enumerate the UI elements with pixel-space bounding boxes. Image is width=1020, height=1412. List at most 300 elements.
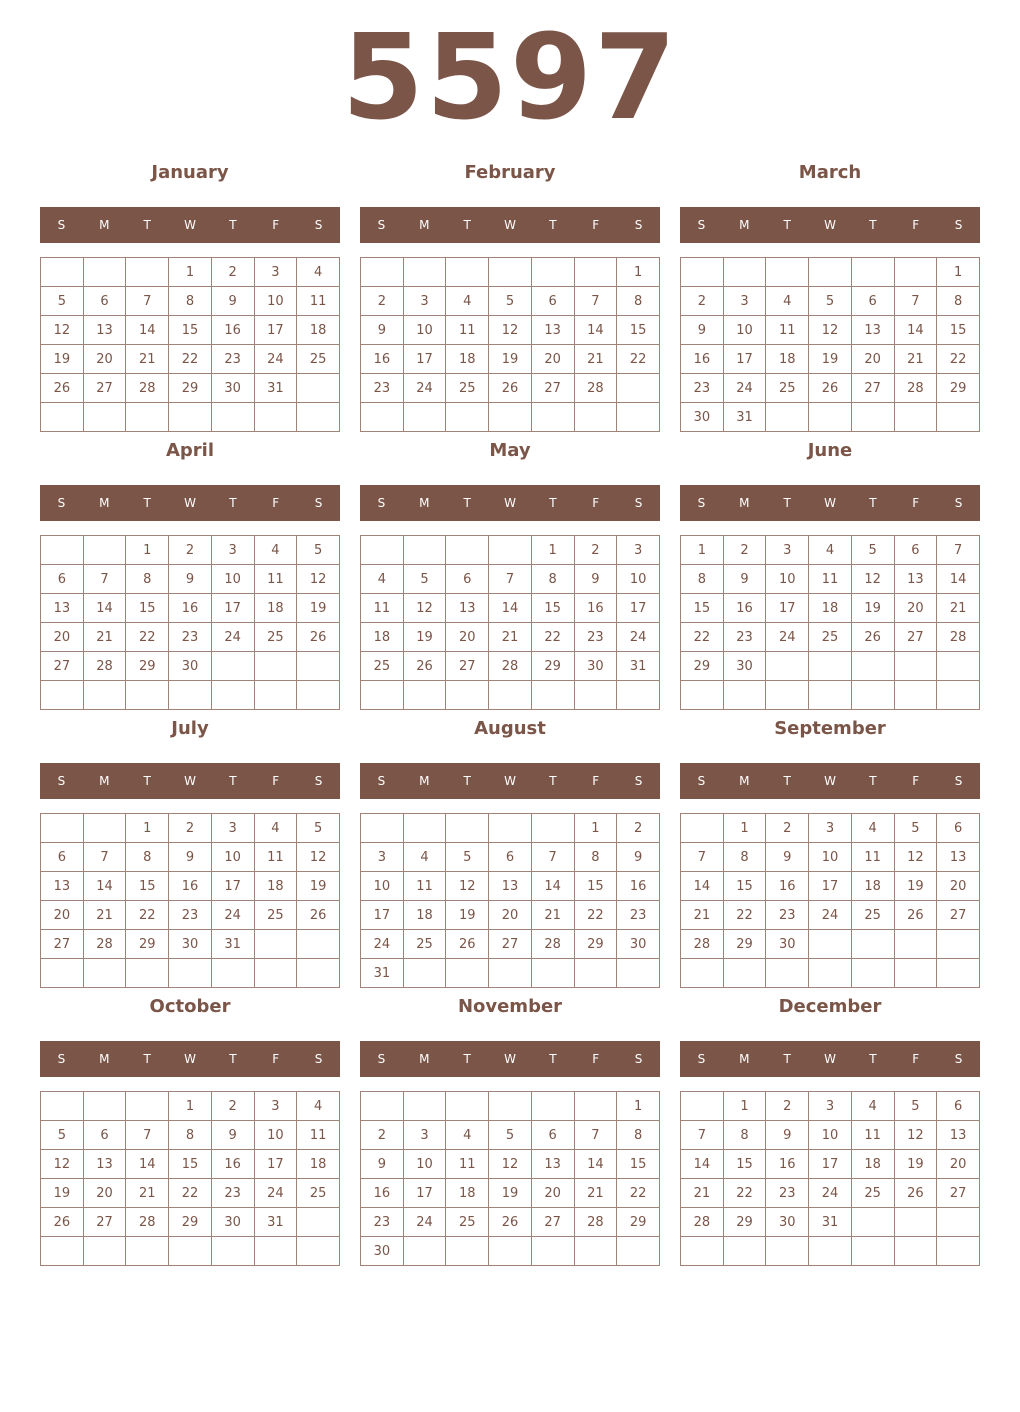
- weekday-label: S: [697, 1052, 706, 1066]
- day-cell: 30: [617, 930, 660, 959]
- day-cell: 29: [617, 1208, 660, 1237]
- weekday-label: S: [314, 496, 323, 510]
- day-cell: [254, 403, 297, 432]
- day-cell: 9: [361, 1150, 404, 1179]
- day-cell: 15: [126, 594, 169, 623]
- day-cell: 12: [41, 1150, 84, 1179]
- day-cell: 20: [937, 1150, 980, 1179]
- day-cell: 5: [489, 287, 532, 316]
- weekday-label: F: [592, 218, 600, 232]
- day-cell: [446, 536, 489, 565]
- weekday-header-row: [360, 207, 660, 243]
- day-cell: [766, 959, 809, 988]
- day-cell: 21: [681, 901, 724, 930]
- day-cell: 27: [83, 374, 126, 403]
- day-cell: 9: [211, 287, 254, 316]
- day-cell: [211, 681, 254, 710]
- day-cell: 7: [126, 287, 169, 316]
- day-cell: 15: [723, 1150, 766, 1179]
- day-cell: 6: [937, 814, 980, 843]
- day-cell: [531, 258, 574, 287]
- day-cell: 13: [83, 1150, 126, 1179]
- day-cell: [851, 652, 894, 681]
- day-cell: 7: [894, 287, 937, 316]
- day-cell: 25: [297, 345, 340, 374]
- day-cell: 30: [766, 930, 809, 959]
- day-cell: 11: [403, 872, 446, 901]
- day-cell: 20: [446, 623, 489, 652]
- day-cell: 24: [403, 374, 446, 403]
- day-cell: 8: [126, 565, 169, 594]
- month-name: September: [774, 718, 886, 739]
- weekday-header-row: [40, 1041, 340, 1077]
- day-cell: 28: [531, 930, 574, 959]
- day-cell: [446, 1092, 489, 1121]
- day-cell: 25: [254, 901, 297, 930]
- day-cell: 21: [126, 1179, 169, 1208]
- day-cell: 22: [531, 623, 574, 652]
- day-cell: 10: [211, 843, 254, 872]
- day-cell: 12: [403, 594, 446, 623]
- day-cell: 18: [297, 1150, 340, 1179]
- day-grid: [680, 813, 980, 988]
- day-cell: 31: [809, 1208, 852, 1237]
- day-cell: [851, 258, 894, 287]
- day-cell: [489, 1092, 532, 1121]
- day-cell: [254, 930, 297, 959]
- day-cell: 5: [894, 1092, 937, 1121]
- weekday-header-row: [360, 485, 660, 521]
- day-cell: [169, 403, 212, 432]
- day-cell: 22: [126, 901, 169, 930]
- day-cell: 10: [809, 1121, 852, 1150]
- day-cell: 11: [851, 1121, 894, 1150]
- week-row: [681, 287, 980, 316]
- weekday-label: T: [229, 218, 237, 232]
- day-cell: 27: [41, 652, 84, 681]
- week-row: [41, 258, 340, 287]
- day-cell: 25: [446, 1208, 489, 1237]
- day-cell: [297, 681, 340, 710]
- day-cell: [297, 959, 340, 988]
- day-cell: 15: [617, 1150, 660, 1179]
- month-name: June: [807, 440, 853, 461]
- day-cell: 21: [937, 594, 980, 623]
- day-cell: [126, 1237, 169, 1266]
- weekday-label: W: [504, 496, 516, 510]
- week-row: [361, 681, 660, 710]
- day-cell: [211, 652, 254, 681]
- day-cell: [894, 258, 937, 287]
- day-cell: 20: [851, 345, 894, 374]
- weekday-label: T: [143, 218, 151, 232]
- week-row: [41, 1121, 340, 1150]
- day-cell: [254, 652, 297, 681]
- day-cell: 7: [489, 565, 532, 594]
- day-cell: 17: [361, 901, 404, 930]
- day-cell: 2: [617, 814, 660, 843]
- day-cell: [809, 258, 852, 287]
- day-cell: [723, 1237, 766, 1266]
- day-cell: 19: [403, 623, 446, 652]
- day-cell: 19: [809, 345, 852, 374]
- day-cell: 13: [937, 1121, 980, 1150]
- day-cell: [361, 536, 404, 565]
- day-cell: 21: [83, 901, 126, 930]
- day-cell: 11: [766, 316, 809, 345]
- day-cell: [937, 930, 980, 959]
- day-cell: [937, 1208, 980, 1237]
- day-cell: [403, 681, 446, 710]
- day-cell: 1: [126, 814, 169, 843]
- week-row: [41, 930, 340, 959]
- day-cell: 16: [211, 1150, 254, 1179]
- day-cell: 18: [851, 1150, 894, 1179]
- day-cell: 6: [446, 565, 489, 594]
- day-cell: 17: [211, 594, 254, 623]
- day-cell: 19: [446, 901, 489, 930]
- day-cell: [574, 959, 617, 988]
- day-cell: 25: [766, 374, 809, 403]
- day-cell: 11: [446, 316, 489, 345]
- day-cell: 5: [809, 287, 852, 316]
- day-cell: 1: [723, 814, 766, 843]
- weekday-label: S: [314, 774, 323, 788]
- day-cell: 17: [211, 872, 254, 901]
- day-cell: [894, 1208, 937, 1237]
- day-cell: 16: [574, 594, 617, 623]
- week-row: [361, 316, 660, 345]
- day-cell: 18: [297, 316, 340, 345]
- day-cell: 8: [723, 843, 766, 872]
- day-cell: 10: [211, 565, 254, 594]
- weekday-label: S: [377, 496, 386, 510]
- day-cell: 21: [489, 623, 532, 652]
- day-cell: 30: [723, 652, 766, 681]
- weekday-label: M: [739, 1052, 750, 1066]
- day-cell: 9: [169, 565, 212, 594]
- day-cell: 24: [723, 374, 766, 403]
- day-cell: [446, 1237, 489, 1266]
- day-cell: 6: [41, 565, 84, 594]
- week-row: [681, 374, 980, 403]
- week-row: [361, 287, 660, 316]
- weekday-label: T: [869, 774, 877, 788]
- day-cell: 12: [489, 316, 532, 345]
- day-cell: 5: [489, 1121, 532, 1150]
- day-cell: 17: [809, 1150, 852, 1179]
- day-cell: 18: [446, 1179, 489, 1208]
- day-cell: [126, 258, 169, 287]
- day-cell: 8: [617, 287, 660, 316]
- weekday-label: S: [57, 774, 66, 788]
- day-cell: 1: [681, 536, 724, 565]
- day-cell: 13: [41, 872, 84, 901]
- day-cell: 10: [403, 316, 446, 345]
- week-row: [361, 565, 660, 594]
- day-cell: 18: [851, 872, 894, 901]
- day-cell: [41, 536, 84, 565]
- day-cell: [446, 959, 489, 988]
- day-cell: [83, 258, 126, 287]
- day-cell: 10: [766, 565, 809, 594]
- day-cell: 26: [489, 374, 532, 403]
- day-cell: 14: [531, 872, 574, 901]
- day-cell: [83, 814, 126, 843]
- day-cell: 8: [681, 565, 724, 594]
- day-cell: 3: [766, 536, 809, 565]
- week-row: [361, 403, 660, 432]
- day-cell: 3: [361, 843, 404, 872]
- weekday-label: T: [143, 774, 151, 788]
- day-cell: 23: [211, 1179, 254, 1208]
- day-cell: 19: [41, 345, 84, 374]
- weekday-label: M: [419, 1052, 430, 1066]
- day-cell: [766, 681, 809, 710]
- day-cell: 24: [766, 623, 809, 652]
- weekday-label: W: [824, 774, 836, 788]
- day-cell: 24: [361, 930, 404, 959]
- weekday-label: F: [272, 1052, 280, 1066]
- day-cell: [41, 814, 84, 843]
- day-cell: 8: [126, 843, 169, 872]
- month-name: July: [171, 718, 209, 739]
- day-cell: 12: [297, 843, 340, 872]
- day-cell: [809, 681, 852, 710]
- day-cell: 29: [937, 374, 980, 403]
- day-cell: 29: [723, 930, 766, 959]
- day-cell: 10: [403, 1150, 446, 1179]
- day-cell: 9: [211, 1121, 254, 1150]
- day-cell: [254, 959, 297, 988]
- month-name: October: [149, 996, 231, 1017]
- month-name: May: [489, 440, 531, 461]
- day-cell: [83, 959, 126, 988]
- day-cell: 2: [361, 287, 404, 316]
- week-row: [41, 316, 340, 345]
- day-cell: 20: [83, 345, 126, 374]
- day-cell: 3: [723, 287, 766, 316]
- day-cell: [681, 1092, 724, 1121]
- day-cell: 13: [41, 594, 84, 623]
- weekday-label: S: [634, 774, 643, 788]
- weekday-label: S: [57, 496, 66, 510]
- day-cell: 19: [894, 872, 937, 901]
- week-row: [41, 959, 340, 988]
- day-cell: 23: [723, 623, 766, 652]
- day-cell: [681, 681, 724, 710]
- weekday-label: S: [697, 218, 706, 232]
- day-cell: [894, 652, 937, 681]
- day-cell: 3: [403, 287, 446, 316]
- day-cell: [766, 258, 809, 287]
- day-cell: [403, 1092, 446, 1121]
- day-cell: 11: [254, 565, 297, 594]
- day-cell: 16: [723, 594, 766, 623]
- day-cell: 26: [297, 623, 340, 652]
- day-cell: [361, 403, 404, 432]
- day-cell: 20: [531, 345, 574, 374]
- weekday-label: S: [954, 1052, 963, 1066]
- day-cell: 14: [83, 872, 126, 901]
- month-name: April: [165, 440, 215, 461]
- day-cell: 12: [41, 316, 84, 345]
- day-cell: [41, 959, 84, 988]
- weekday-label: M: [739, 218, 750, 232]
- weekday-label: T: [783, 774, 791, 788]
- weekday-label: S: [634, 496, 643, 510]
- day-cell: 22: [617, 345, 660, 374]
- day-cell: 18: [254, 872, 297, 901]
- day-cell: 21: [894, 345, 937, 374]
- weekday-label: M: [739, 774, 750, 788]
- day-cell: [851, 930, 894, 959]
- day-cell: 31: [723, 403, 766, 432]
- day-cell: 28: [937, 623, 980, 652]
- month-name: August: [474, 718, 546, 739]
- day-cell: 15: [617, 316, 660, 345]
- weekday-label: W: [824, 496, 836, 510]
- day-cell: 6: [894, 536, 937, 565]
- day-cell: 29: [681, 652, 724, 681]
- day-cell: [617, 403, 660, 432]
- day-cell: 9: [361, 316, 404, 345]
- day-cell: 30: [361, 1237, 404, 1266]
- day-cell: 27: [531, 1208, 574, 1237]
- day-cell: 20: [531, 1179, 574, 1208]
- day-cell: [937, 681, 980, 710]
- week-row: [681, 930, 980, 959]
- day-cell: [41, 403, 84, 432]
- day-cell: [489, 258, 532, 287]
- day-cell: 25: [361, 652, 404, 681]
- weekday-label: S: [954, 496, 963, 510]
- weekday-label: W: [184, 496, 196, 510]
- weekday-header-row: [40, 485, 340, 521]
- week-row: [361, 652, 660, 681]
- day-cell: 12: [851, 565, 894, 594]
- week-row: [361, 1150, 660, 1179]
- weekday-label: S: [634, 1052, 643, 1066]
- day-cell: [851, 403, 894, 432]
- week-row: [361, 1208, 660, 1237]
- day-cell: 4: [297, 1092, 340, 1121]
- day-cell: 16: [361, 345, 404, 374]
- weekday-header-row: [680, 485, 980, 521]
- day-cell: 15: [723, 872, 766, 901]
- day-cell: 1: [617, 258, 660, 287]
- day-cell: 28: [83, 652, 126, 681]
- day-cell: [809, 403, 852, 432]
- weekday-label: S: [57, 1052, 66, 1066]
- day-cell: 27: [446, 652, 489, 681]
- weekday-label: F: [272, 496, 280, 510]
- day-cell: [126, 681, 169, 710]
- day-cell: 17: [254, 1150, 297, 1179]
- week-row: [681, 1121, 980, 1150]
- day-cell: 29: [169, 1208, 212, 1237]
- day-cell: [446, 814, 489, 843]
- day-cell: 30: [169, 930, 212, 959]
- day-cell: 21: [574, 345, 617, 374]
- weekday-label: F: [592, 496, 600, 510]
- day-cell: [574, 258, 617, 287]
- day-cell: 31: [254, 374, 297, 403]
- weekday-label: T: [463, 774, 471, 788]
- day-cell: 11: [297, 287, 340, 316]
- week-row: [681, 536, 980, 565]
- day-cell: 4: [446, 287, 489, 316]
- day-grid: [360, 1091, 660, 1266]
- day-cell: [403, 403, 446, 432]
- weekday-label: T: [463, 496, 471, 510]
- day-cell: [83, 1237, 126, 1266]
- day-cell: 11: [851, 843, 894, 872]
- day-cell: [169, 1237, 212, 1266]
- week-row: [41, 403, 340, 432]
- day-cell: 5: [41, 287, 84, 316]
- day-cell: 2: [211, 258, 254, 287]
- day-cell: 24: [809, 901, 852, 930]
- week-row: [681, 623, 980, 652]
- day-cell: 7: [531, 843, 574, 872]
- day-cell: [361, 1092, 404, 1121]
- day-cell: 3: [809, 1092, 852, 1121]
- day-cell: [809, 930, 852, 959]
- day-cell: 19: [297, 594, 340, 623]
- day-cell: 2: [723, 536, 766, 565]
- day-cell: [809, 652, 852, 681]
- day-cell: 15: [681, 594, 724, 623]
- day-cell: 2: [169, 814, 212, 843]
- weekday-header-row: [680, 763, 980, 799]
- weekday-label: T: [463, 1052, 471, 1066]
- weekday-label: W: [504, 774, 516, 788]
- day-cell: 14: [126, 316, 169, 345]
- day-cell: [41, 1092, 84, 1121]
- week-row: [361, 1179, 660, 1208]
- day-cell: 7: [83, 565, 126, 594]
- week-row: [41, 1179, 340, 1208]
- day-cell: [126, 403, 169, 432]
- day-cell: 14: [574, 316, 617, 345]
- day-cell: 18: [254, 594, 297, 623]
- day-cell: 11: [297, 1121, 340, 1150]
- week-row: [361, 843, 660, 872]
- weekday-label: T: [463, 218, 471, 232]
- day-cell: 17: [723, 345, 766, 374]
- day-cell: 4: [446, 1121, 489, 1150]
- weekday-label: M: [99, 496, 110, 510]
- day-cell: 21: [83, 623, 126, 652]
- day-cell: [403, 258, 446, 287]
- week-row: [681, 1208, 980, 1237]
- day-cell: 31: [617, 652, 660, 681]
- week-row: [681, 403, 980, 432]
- day-cell: [531, 959, 574, 988]
- day-cell: 5: [297, 536, 340, 565]
- weekday-label: T: [783, 1052, 791, 1066]
- day-cell: 15: [574, 872, 617, 901]
- day-cell: 29: [574, 930, 617, 959]
- day-cell: 9: [723, 565, 766, 594]
- day-cell: 8: [169, 287, 212, 316]
- day-cell: 30: [574, 652, 617, 681]
- day-cell: 8: [531, 565, 574, 594]
- week-row: [41, 1208, 340, 1237]
- day-grid: [680, 1091, 980, 1266]
- weekday-label: W: [504, 218, 516, 232]
